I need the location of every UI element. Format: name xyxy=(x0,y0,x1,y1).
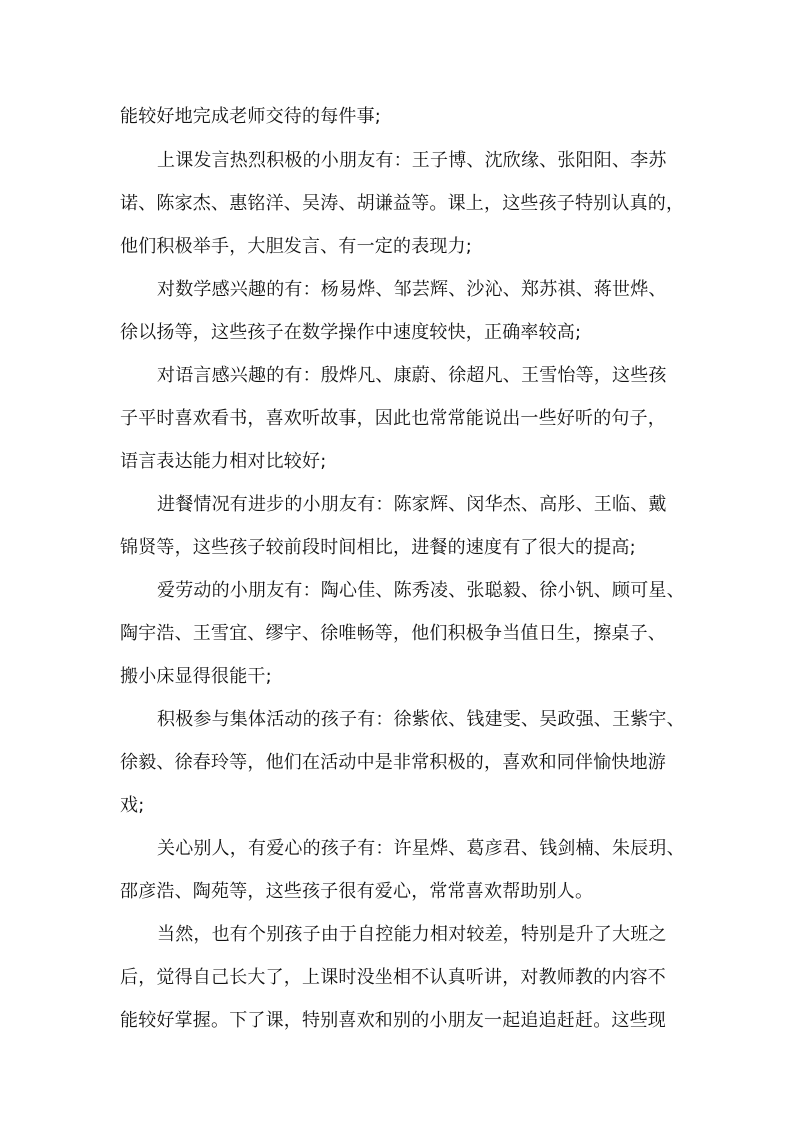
text-line: 子平时喜欢看书，喜欢听故事，因此也常常能说出一些好听的句子， xyxy=(120,408,666,429)
text-line: 徐毅、徐春玲等，他们在活动中是非常积极的，喜欢和同伴愉快地游 xyxy=(120,752,666,773)
paragraph-first-line: 积极参与集体活动的孩子有：徐紫依、钱建雯、吴政强、王紫宇、 xyxy=(157,709,685,730)
paragraph-first-line: 关心别人，有爱心的孩子有：许星烨、葛彦君、钱剑楠、朱辰玥、 xyxy=(157,838,685,859)
paragraph-first-line: 进餐情况有进步的小朋友有：陈家辉、闵华杰、高彤、王临、戴 xyxy=(157,494,667,515)
paragraph-first-line: 对语言感兴趣的有：殷烨凡、康蔚、徐超凡、王雪怡等，这些孩 xyxy=(157,365,667,386)
text-line: 搬小床显得很能干; xyxy=(120,666,272,687)
text-line: 后，觉得自己长大了，上课时没坐相不认真听讲，对教师教的内容不 xyxy=(120,967,666,988)
text-line: 锦贤等，这些孩子较前段时间相比，进餐的速度有了很大的提高; xyxy=(120,537,636,558)
paragraph-first-line: 对数学感兴趣的有：杨易烨、邹芸辉、沙沁、郑苏祺、蒋世烨、 xyxy=(157,279,667,300)
text-line: 他们积极举手，大胆发言、有一定的表现力; xyxy=(120,236,473,257)
paragraph-first-line: 上课发言热烈积极的小朋友有：王子博、沈欣缘、张阳阳、李苏 xyxy=(157,150,667,171)
text-line: 邵彦浩、陶苑等，这些孩子很有爱心，常常喜欢帮助别人。 xyxy=(120,881,594,902)
text-line: 能较好地完成老师交待的每件事; xyxy=(120,106,382,127)
text-line: 陶宇浩、王雪宜、缪宇、徐唯畅等，他们积极争当值日生，擦桌子、 xyxy=(120,623,666,644)
text-line: 语言表达能力相对比较好; xyxy=(120,451,327,472)
text-line: 能较好掌握。下了课，特别喜欢和别的小朋友一起追追赶赶。这些现 xyxy=(120,1010,666,1031)
paragraph-first-line: 当然，也有个别孩子由于自控能力相对较差，特别是升了大班之 xyxy=(157,924,667,945)
paragraph-first-line: 爱劳动的小朋友有：陶心佳、陈秀凌、张聪毅、徐小钒、顾可星、 xyxy=(157,580,685,601)
text-line: 诺、陈家杰、惠铭洋、吴涛、胡谦益等。课上，这些孩子特别认真的， xyxy=(120,193,685,214)
text-line: 戏; xyxy=(120,795,145,816)
text-line: 徐以扬等，这些孩子在数学操作中速度较快，正确率较高; xyxy=(120,322,582,343)
